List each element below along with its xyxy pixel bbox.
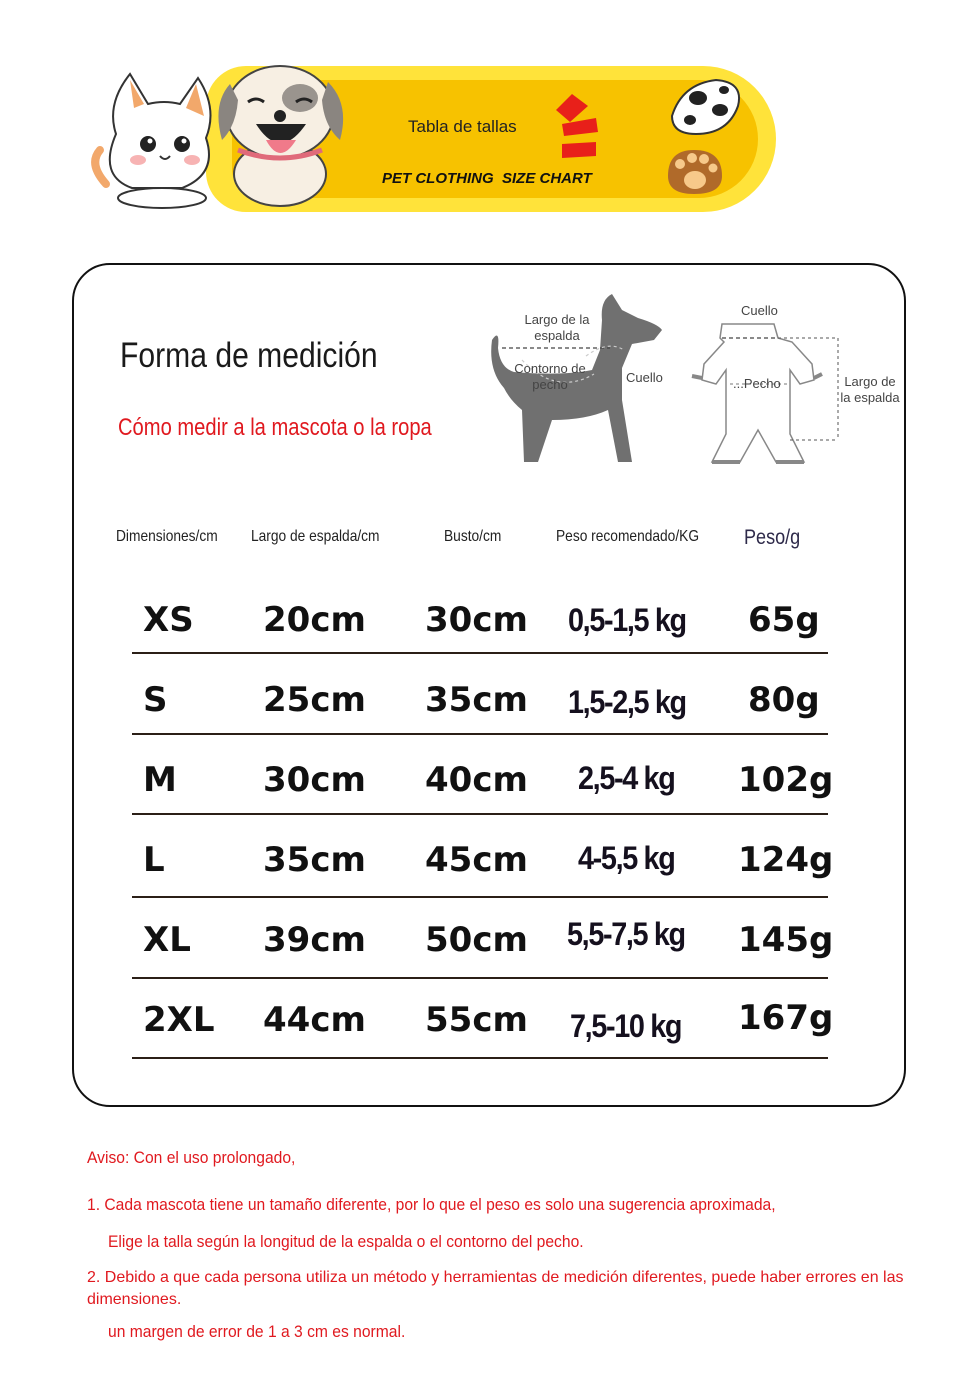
- header-title: Tabla de tallas: [408, 117, 517, 136]
- dog-chest-label: Contorno de pecho: [514, 361, 586, 392]
- clothing-chest-label: ...Pecho: [733, 376, 781, 391]
- back-length-cell: 39cm: [263, 920, 366, 960]
- header-dimensiones: Dimensiones/cm: [116, 528, 218, 545]
- row-divider: [132, 1057, 828, 1059]
- chest-cell: 45cm: [425, 840, 528, 880]
- dog-neck-label: Cuello: [626, 370, 663, 385]
- chest-cell: 30cm: [425, 600, 528, 640]
- back-length-cell: 20cm: [263, 600, 366, 640]
- red-bars-icon: [552, 92, 602, 162]
- clothing-neck-label: Cuello: [741, 303, 778, 318]
- notice-heading: Aviso: Con el uso prolongado,: [87, 1148, 296, 1167]
- clothing-back-length-label: Largo de la espalda: [840, 374, 900, 405]
- measure-subtitle: Cómo medir a la mascota o la ropa: [118, 414, 432, 441]
- back-length-cell: 35cm: [263, 840, 366, 880]
- cow-print-icon: [668, 76, 748, 140]
- weight-kg-cell: 1,5-2,5 kg: [568, 684, 686, 720]
- weight-g-cell: 80g: [748, 680, 820, 720]
- weight-kg-cell: 2,5-4 kg: [578, 760, 675, 796]
- weight-g-cell: 145g: [738, 920, 834, 960]
- size-cell: XL: [143, 920, 191, 960]
- table-row: [0, 680, 971, 760]
- chest-cell: 55cm: [425, 1000, 528, 1040]
- notice-item-2: 2. Debido a que cada persona utiliza un método y herramientas de medición diferentes, puede haber errores en las dimensiones.: [87, 1269, 904, 1308]
- table-row: [0, 600, 971, 680]
- row-divider: [132, 652, 828, 654]
- notice-item-2-continued: un margen de error de 1 a 3 cm es normal.: [108, 1322, 406, 1341]
- size-cell: L: [143, 840, 165, 880]
- chest-cell: 35cm: [425, 680, 528, 720]
- weight-kg-cell: 4-5,5 kg: [578, 840, 675, 876]
- table-row: [0, 1000, 971, 1080]
- header-largo-espalda: Largo de espalda/cm: [251, 528, 380, 545]
- weight-g-cell: 65g: [748, 600, 820, 640]
- row-divider: [132, 977, 828, 979]
- back-length-cell: 25cm: [263, 680, 366, 720]
- table-row: [0, 840, 971, 920]
- weight-kg-cell: 0,5-1,5 kg: [568, 602, 686, 638]
- size-cell: XS: [143, 600, 194, 640]
- row-divider: [132, 733, 828, 735]
- weight-g-cell: 102g: [738, 760, 834, 800]
- weight-g-cell: 124g: [738, 840, 834, 880]
- clothing-diagram-icon: [686, 318, 842, 468]
- table-row: [0, 760, 971, 840]
- weight-g-cell: 167g: [738, 998, 834, 1038]
- chest-cell: 40cm: [425, 760, 528, 800]
- weight-kg-cell: 7,5-10 kg: [570, 1008, 682, 1044]
- table-row: [0, 916, 971, 1000]
- notice-item-1: 1. Cada mascota tiene un tamaño diferente, por lo que el peso es solo una sugerencia aproximada,: [87, 1195, 776, 1214]
- back-length-cell: 30cm: [263, 760, 366, 800]
- measure-title: Forma de medición: [120, 336, 378, 375]
- notice-item-1-continued: Elige la talla según la longitud de la espalda o el contorno del pecho.: [108, 1232, 584, 1251]
- dog-back-length-label: Largo de la espalda: [524, 312, 590, 343]
- header-peso-g: Peso/g: [744, 526, 801, 549]
- header-peso-recomendado: Peso recomendado/KG: [556, 528, 700, 545]
- cat-mascot-icon: [86, 64, 226, 210]
- row-divider: [132, 813, 828, 815]
- back-length-cell: 44cm: [263, 1000, 366, 1040]
- row-divider: [132, 896, 828, 898]
- weight-kg-cell: 5,5-7,5 kg: [567, 916, 685, 952]
- chest-cell: 50cm: [425, 920, 528, 960]
- size-cell: 2XL: [143, 1000, 215, 1040]
- size-cell: S: [143, 680, 168, 720]
- paw-icon: [664, 146, 726, 198]
- size-cell: M: [143, 760, 177, 800]
- header-subtitle: PET CLOTHING SIZE CHART: [382, 170, 592, 187]
- dog-mascot-icon: [208, 54, 354, 210]
- header-busto: Busto/cm: [444, 528, 502, 545]
